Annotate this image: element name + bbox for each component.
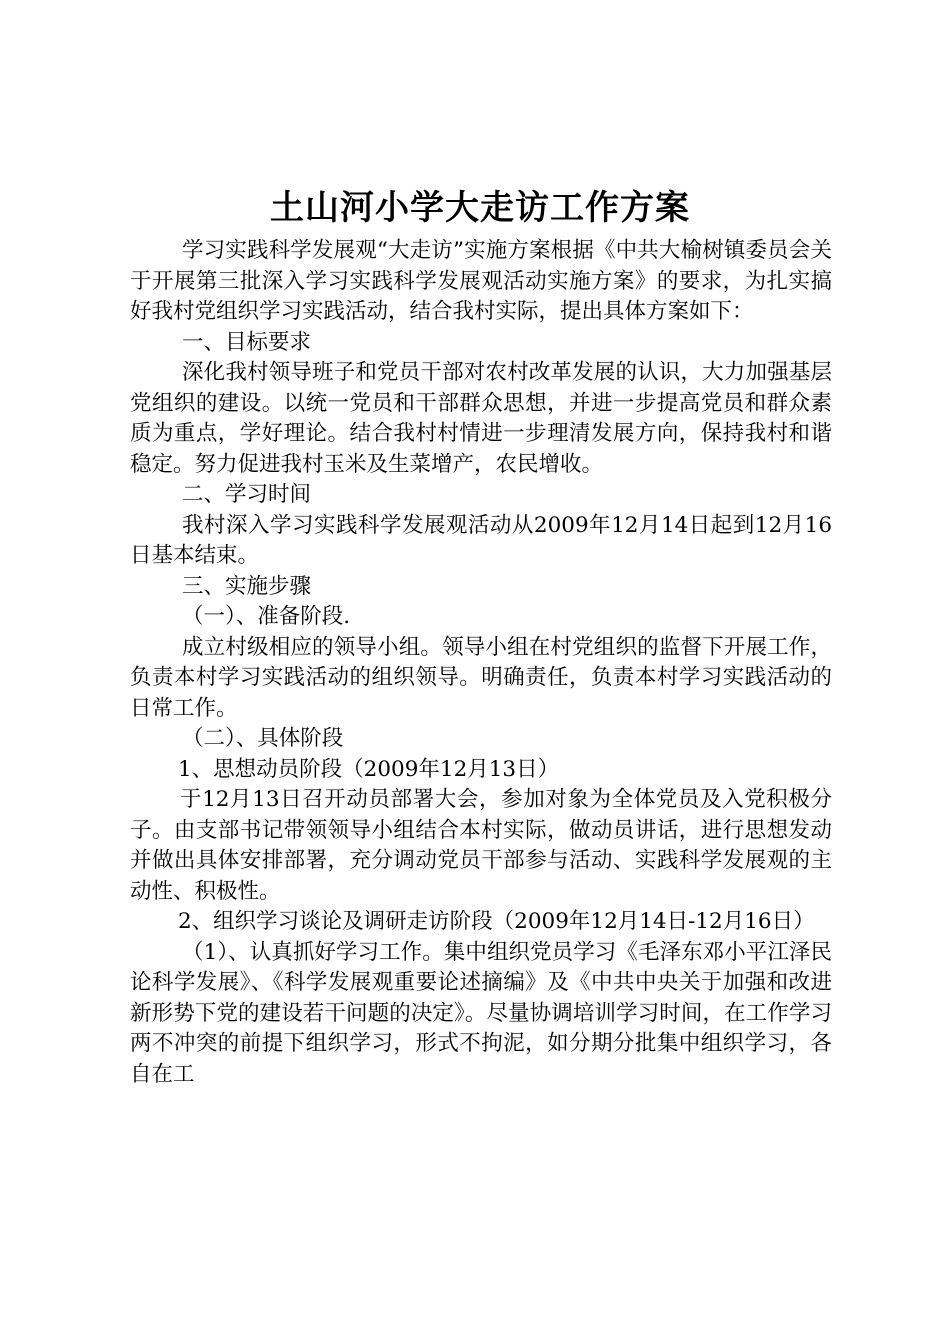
goals-paragraph: 深化我村领导班子和党员干部对农村改革发展的认识，大力加强基层党组织的建设。以统一党员和干部群众思想，并进一步提高党员和群众素质为重点，学好理论。结合我村村情进一步理清发展方向，保持我村和谐稳定。努力促进我村玉米及生菜增产，农民增收。	[130, 360, 832, 477]
section-heading-study-time: 二、学习时间	[182, 482, 312, 507]
intro-paragraph: 学习实践科学发展观“大走访”实施方案根据《中共大榆树镇委员会关于开展第三批深入学习实践科学发展观活动实施方案》的要求，为扎实搞好我村党组织学习实践活动，结合我村实际，提出具体方案如下：	[130, 238, 832, 324]
document-body	[130, 236, 832, 1090]
mobilization-paragraph: 于12月13日召开动员部署大会，参加对象为全体党员及入党积极分子。由支部书记带领领导小组结合本村实际，做动员讲话，进行思想发动并做出具体安排部署，充分调动党员干部参与活动、实践科学发展观的主动性、积极性。	[130, 787, 832, 904]
mobilization-heading: 1、思想动员阶段（2009年12月13日）	[178, 756, 560, 782]
study-research-heading: 2、组织学习谈论及调研走访阶段（2009年12月14日-12月16日）	[178, 909, 815, 934]
subsection-heading-specific: （二）、具体阶段	[182, 726, 344, 751]
section-heading-goals: 一、目标要求	[182, 329, 312, 355]
document-title: 土山河小学大走访工作方案	[270, 188, 690, 228]
section-heading-steps: 三、实施步骤	[182, 573, 312, 599]
study-time-paragraph: 我村深入学习实践科学发展观活动从2009年12月14日起到12月16日基本结束。	[130, 512, 832, 568]
preparation-paragraph: 成立村级相应的领导小组。领导小组在村党组织的监督下开展工作，负责本村学习实践活动的组织领导。明确责任，负责本村学习实践活动的日常工作。	[130, 634, 832, 721]
subsection-heading-preparation: （一）、准备阶段.	[182, 604, 351, 629]
study-work-paragraph: （1）、认真抓好学习工作。集中组织党员学习《毛泽东邓小平江泽民论科学发展》、《科学发展观重要论述摘编》及《中共中央关于加强和改进新形势下党的建设若干问题的决定》。尽量协调培训学习时间，在工作学习两不冲突的前提下组织学习，形式不拘泥，如分期分批集中组织学习，各自在工	[130, 939, 832, 1087]
